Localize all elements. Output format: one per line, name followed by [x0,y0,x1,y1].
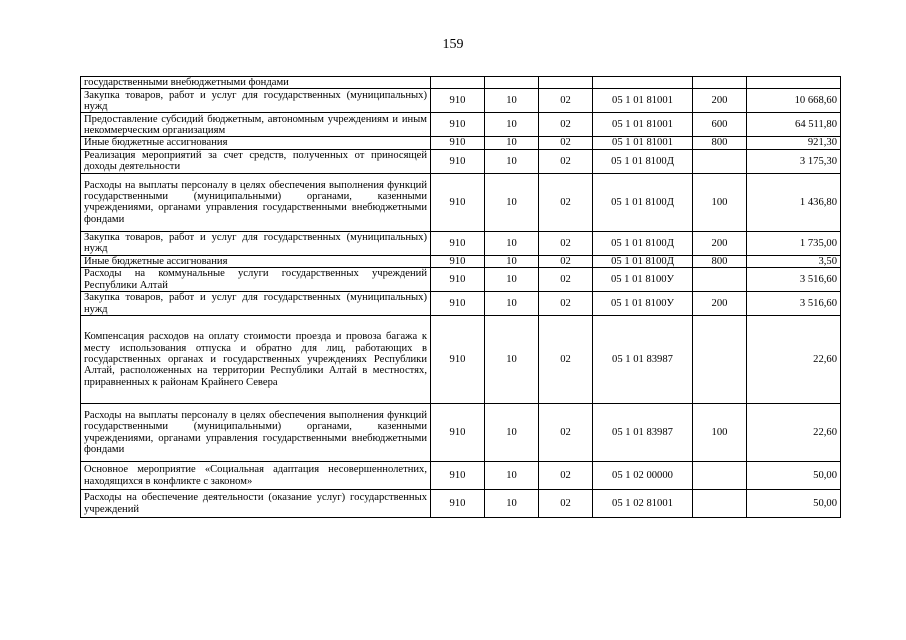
row-name-cell: Расходы на коммунальные услуги государственных учреждений Республики Алтай [81,268,431,292]
row-name-cell: Закупка товаров, работ и услуг для государственных (муниципальных) нужд [81,89,431,113]
row-name-cell: Предоставление субсидий бюджетным, автономным учреждениям и иным некоммерческим организациям [81,113,431,137]
row-sum-cell: 921,30 [747,137,841,149]
row-name-cell: Иные бюджетные ассигнования [81,255,431,267]
row-sum-cell: 22,60 [747,404,841,462]
row-subsection-cell: 02 [539,404,593,462]
row-sum-cell: 1 735,00 [747,231,841,255]
row-target-cell: 05 1 01 81001 [593,113,693,137]
row-admin-cell: 910 [431,149,485,173]
row-subsection-cell: 02 [539,268,593,292]
row-sum-cell: 1 436,80 [747,173,841,231]
row-subsection-cell [539,77,593,89]
row-target-cell: 05 1 01 83987 [593,316,693,404]
row-section-cell: 10 [485,490,539,518]
table-row [81,89,841,113]
row-section-cell: 10 [485,292,539,316]
table-row [81,137,841,149]
row-name-cell: Реализация мероприятий за счет средств, полученных от приносящей доходы деятельности [81,149,431,173]
page-number: 159 [442,37,464,52]
row-type-cell: 200 [693,89,747,113]
row-sum-cell: 22,60 [747,316,841,404]
table-row [81,173,841,231]
row-admin-cell: 910 [431,462,485,490]
row-section-cell: 10 [485,316,539,404]
row-section-cell [485,77,539,89]
row-type-cell: 200 [693,292,747,316]
row-type-cell: 100 [693,404,747,462]
row-name-cell: Закупка товаров, работ и услуг для государственных (муниципальных) нужд [81,292,431,316]
row-type-cell [693,268,747,292]
row-admin-cell: 910 [431,316,485,404]
row-type-cell [693,490,747,518]
row-subsection-cell: 02 [539,231,593,255]
row-name-cell: Расходы на выплаты персоналу в целях обеспечения выполнения функций государственными (муниципальными) органами, казенными учреждениями, органами управления государственными внебюджетными фондами [81,173,431,231]
row-type-cell [693,462,747,490]
row-section-cell: 10 [485,113,539,137]
row-type-cell: 800 [693,137,747,149]
row-section-cell: 10 [485,268,539,292]
row-admin-cell: 910 [431,255,485,267]
row-type-cell: 200 [693,231,747,255]
row-name-cell: государственными внебюджетными фондами [81,77,431,89]
row-type-cell: 600 [693,113,747,137]
row-sum-cell: 64 511,80 [747,113,841,137]
row-admin-cell: 910 [431,137,485,149]
row-sum-cell: 3 175,30 [747,149,841,173]
row-subsection-cell: 02 [539,89,593,113]
row-admin-cell: 910 [431,292,485,316]
row-target-cell: 05 1 01 8100У [593,268,693,292]
row-section-cell: 10 [485,149,539,173]
row-admin-cell: 910 [431,404,485,462]
budget-expenditure-table [80,76,841,518]
row-sum-cell: 3 516,60 [747,292,841,316]
row-target-cell: 05 1 01 83987 [593,404,693,462]
row-name-cell: Компенсация расходов на оплату стоимости проезда и провоза багажа к месту использования отпуска и обратно для лиц, работающих в государственных органах и государственных учреждениях Республики Алтай, расположенных на территории Республики Алтай в местностях, приравненных к районам Крайнего Севера [81,316,431,404]
table-row [81,316,841,404]
table-row [81,149,841,173]
table-row [81,292,841,316]
row-admin-cell [431,77,485,89]
row-name-cell: Расходы на обеспечение деятельности (оказание услуг) государственных учреждений [81,490,431,518]
row-target-cell [593,77,693,89]
row-admin-cell: 910 [431,173,485,231]
table-row [81,231,841,255]
row-target-cell: 05 1 01 8100Д [593,231,693,255]
row-name-cell: Основное мероприятие «Социальная адаптация несовершеннолетних, находящихся в конфликте с законом» [81,462,431,490]
row-sum-cell: 50,00 [747,462,841,490]
row-target-cell: 05 1 01 8100Д [593,255,693,267]
row-section-cell: 10 [485,173,539,231]
row-subsection-cell: 02 [539,173,593,231]
row-admin-cell: 910 [431,113,485,137]
row-target-cell: 05 1 02 81001 [593,490,693,518]
row-subsection-cell: 02 [539,113,593,137]
row-admin-cell: 910 [431,231,485,255]
row-sum-cell: 3,50 [747,255,841,267]
row-target-cell: 05 1 01 8100У [593,292,693,316]
row-type-cell [693,149,747,173]
table-row [81,77,841,89]
row-sum-cell: 10 668,60 [747,89,841,113]
row-section-cell: 10 [485,462,539,490]
table-row [81,255,841,267]
row-name-cell: Иные бюджетные ассигнования [81,137,431,149]
row-target-cell: 05 1 01 8100Д [593,149,693,173]
row-target-cell: 05 1 02 00000 [593,462,693,490]
row-name-cell: Расходы на выплаты персоналу в целях обеспечения выполнения функций государственными (муниципальными) органами, казенными учреждениями, органами управления государственными внебюджетными фондами [81,404,431,462]
row-type-cell: 100 [693,173,747,231]
row-sum-cell: 3 516,60 [747,268,841,292]
row-target-cell: 05 1 01 81001 [593,89,693,113]
row-sum-cell: 50,00 [747,490,841,518]
row-subsection-cell: 02 [539,316,593,404]
row-subsection-cell: 02 [539,149,593,173]
row-section-cell: 10 [485,89,539,113]
row-section-cell: 10 [485,231,539,255]
row-admin-cell: 910 [431,89,485,113]
table-row [81,462,841,490]
row-subsection-cell: 02 [539,255,593,267]
row-type-cell [693,316,747,404]
row-section-cell: 10 [485,404,539,462]
row-name-cell: Закупка товаров, работ и услуг для государственных (муниципальных) нужд [81,231,431,255]
row-section-cell: 10 [485,137,539,149]
table-row [81,490,841,518]
row-admin-cell: 910 [431,490,485,518]
table-row [81,404,841,462]
row-subsection-cell: 02 [539,462,593,490]
table-row [81,268,841,292]
row-type-cell [693,77,747,89]
row-subsection-cell: 02 [539,292,593,316]
table-row [81,113,841,137]
row-subsection-cell: 02 [539,490,593,518]
row-section-cell: 10 [485,255,539,267]
table-body [81,77,841,518]
row-sum-cell [747,77,841,89]
row-type-cell: 800 [693,255,747,267]
row-subsection-cell: 02 [539,137,593,149]
row-admin-cell: 910 [431,268,485,292]
row-target-cell: 05 1 01 8100Д [593,173,693,231]
row-target-cell: 05 1 01 81001 [593,137,693,149]
